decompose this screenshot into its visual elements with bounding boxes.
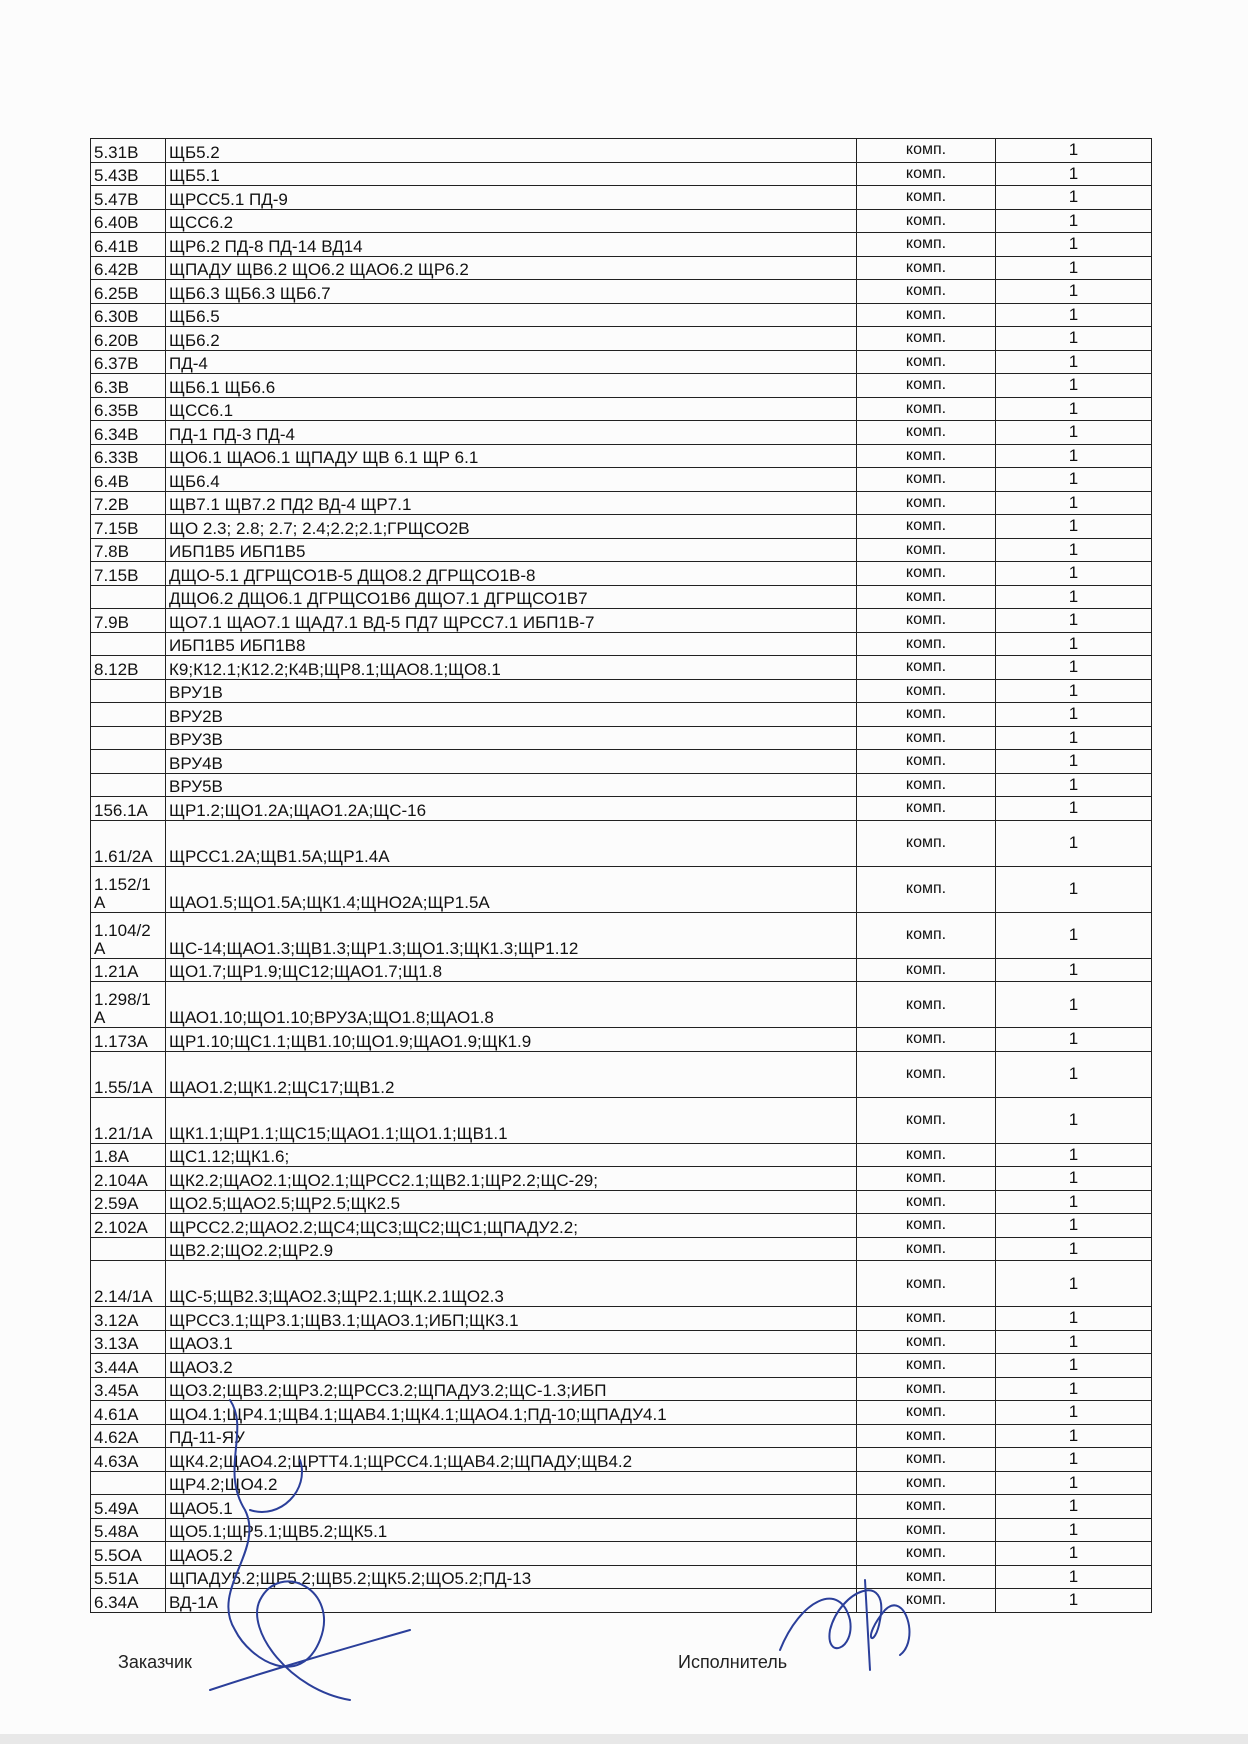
row-name: ЩК2.2;ЩАО2.1;ЩО2.1;ЩРСС2.1;ЩВ2.1;ЩР2.2;ЩС-29;: [166, 1167, 857, 1191]
row-name: ЩР1.10;ЩС1.1;ЩВ1.10;ЩО1.9;ЩАО1.9;ЩК1.9: [166, 1028, 857, 1052]
table-row: [91, 327, 1152, 351]
row-unit: комп.: [857, 538, 996, 562]
row-name: ЩО4.1;ЩР4.1;ЩВ4.1;ЩАВ4.1;ЩК4.1;ЩАО4.1;ПД-10;ЩПАДУ4.1: [166, 1401, 857, 1425]
row-code: 2.59А: [91, 1190, 166, 1214]
row-code: [91, 726, 166, 750]
row-qty: 1: [996, 1589, 1152, 1613]
row-code: 2.102А: [91, 1214, 166, 1238]
row-qty: 1: [996, 1330, 1152, 1354]
row-code: 5.48А: [91, 1518, 166, 1542]
row-code: 1.21/1А: [91, 1097, 166, 1143]
table-row: [91, 233, 1152, 257]
row-qty: 1: [996, 585, 1152, 609]
row-unit: комп.: [857, 1448, 996, 1472]
row-unit: комп.: [857, 468, 996, 492]
row-code: 6.30В: [91, 303, 166, 327]
row-name: ЩПАДУ ЩВ6.2 ЩО6.2 ЩАО6.2 ЩР6.2: [166, 256, 857, 280]
row-code: 2.14/1А: [91, 1261, 166, 1307]
row-name: ДЩО6.2 ДЩО6.1 ДГРЩСО1В6 ДЩО7.1 ДГРЩСО1В7: [166, 585, 857, 609]
row-qty: 1: [996, 1307, 1152, 1331]
row-unit: комп.: [857, 397, 996, 421]
table-row: [91, 421, 1152, 445]
row-name: ЩБ6.3 ЩБ6.3 ЩБ6.7: [166, 280, 857, 304]
row-code: 7.8В: [91, 538, 166, 562]
row-qty: 1: [996, 1190, 1152, 1214]
row-unit: комп.: [857, 139, 996, 163]
row-qty: 1: [996, 350, 1152, 374]
table-row: [91, 585, 1152, 609]
row-unit: комп.: [857, 162, 996, 186]
row-code: [91, 632, 166, 656]
table-row: [91, 256, 1152, 280]
row-unit: комп.: [857, 1542, 996, 1566]
row-code: 8.12В: [91, 656, 166, 680]
row-code: [91, 703, 166, 727]
row-name: ЩО2.5;ЩАО2.5;ЩР2.5;ЩК2.5: [166, 1190, 857, 1214]
row-unit: комп.: [857, 256, 996, 280]
table-row: [91, 632, 1152, 656]
row-unit: комп.: [857, 912, 996, 958]
row-unit: комп.: [857, 1028, 996, 1052]
table-row: [91, 209, 1152, 233]
row-code: 6.4В: [91, 468, 166, 492]
row-code: 6.25В: [91, 280, 166, 304]
table-row: [91, 468, 1152, 492]
row-qty: 1: [996, 139, 1152, 163]
row-code: 1.152/1А: [91, 866, 166, 912]
table-row: [91, 162, 1152, 186]
row-unit: комп.: [857, 421, 996, 445]
row-name: ЩО1.7;ЩР1.9;ЩС12;ЩАО1.7;Щ1.8: [166, 958, 857, 982]
row-qty: 1: [996, 726, 1152, 750]
row-unit: комп.: [857, 1471, 996, 1495]
row-unit: комп.: [857, 562, 996, 586]
row-unit: комп.: [857, 233, 996, 257]
row-code: 3.13А: [91, 1330, 166, 1354]
row-qty: 1: [996, 233, 1152, 257]
row-name: ЩРСС5.1 ПД-9: [166, 186, 857, 210]
table-row: [91, 374, 1152, 398]
row-name: ЩБ5.1: [166, 162, 857, 186]
table-row: [91, 280, 1152, 304]
row-name: ЩК1.1;ЩР1.1;ЩС15;ЩАО1.1;ЩО1.1;ЩВ1.1: [166, 1097, 857, 1143]
row-unit: комп.: [857, 1261, 996, 1307]
row-name: ЩС-5;ЩВ2.3;ЩАО2.3;ЩР2.1;ЩК.2.1ЩО2.3: [166, 1261, 857, 1307]
row-qty: 1: [996, 958, 1152, 982]
row-code: 6.20В: [91, 327, 166, 351]
table-row: [91, 1424, 1152, 1448]
row-code: 1.61/2А: [91, 820, 166, 866]
table-row: [91, 1028, 1152, 1052]
row-qty: 1: [996, 538, 1152, 562]
row-code: 3.12А: [91, 1307, 166, 1331]
row-qty: 1: [996, 1424, 1152, 1448]
row-unit: комп.: [857, 209, 996, 233]
row-unit: комп.: [857, 327, 996, 351]
row-unit: комп.: [857, 726, 996, 750]
row-unit: комп.: [857, 491, 996, 515]
specification-table: [90, 138, 1152, 1613]
table-row: [91, 515, 1152, 539]
row-code: 6.40В: [91, 209, 166, 233]
row-qty: 1: [996, 820, 1152, 866]
row-qty: 1: [996, 632, 1152, 656]
table-row: [91, 1167, 1152, 1191]
row-qty: 1: [996, 866, 1152, 912]
row-unit: комп.: [857, 1354, 996, 1378]
row-name: ЩС1.12;ЩК1.6;: [166, 1143, 857, 1167]
row-name: ВРУ3В: [166, 726, 857, 750]
row-code: 1.298/1А: [91, 982, 166, 1028]
table-row: [91, 820, 1152, 866]
row-unit: комп.: [857, 750, 996, 774]
row-qty: 1: [996, 656, 1152, 680]
row-name: ЩО5.1;ЩР5.1;ЩВ5.2;ЩК5.1: [166, 1518, 857, 1542]
row-name: ЩАО3.2: [166, 1354, 857, 1378]
row-qty: 1: [996, 327, 1152, 351]
row-name: К9;К12.1;К12.2;К4В;ЩР8.1;ЩАО8.1;ЩО8.1: [166, 656, 857, 680]
row-name: ЩБ6.5: [166, 303, 857, 327]
table-row: [91, 958, 1152, 982]
row-qty: 1: [996, 703, 1152, 727]
row-code: 6.37В: [91, 350, 166, 374]
row-code: 6.33В: [91, 444, 166, 468]
row-unit: комп.: [857, 958, 996, 982]
row-unit: комп.: [857, 632, 996, 656]
row-name: ЩСС6.1: [166, 397, 857, 421]
row-qty: 1: [996, 186, 1152, 210]
row-code: 1.104/2А: [91, 912, 166, 958]
row-code: [91, 679, 166, 703]
row-qty: 1: [996, 1542, 1152, 1566]
customer-label: Заказчик: [118, 1652, 192, 1672]
row-qty: 1: [996, 912, 1152, 958]
row-name: ЩАО1.10;ЩО1.10;ВРУ3А;ЩО1.8;ЩАО1.8: [166, 982, 857, 1028]
row-unit: комп.: [857, 866, 996, 912]
row-unit: комп.: [857, 1167, 996, 1191]
row-code: 1.55/1А: [91, 1051, 166, 1097]
row-unit: комп.: [857, 186, 996, 210]
row-code: 7.2В: [91, 491, 166, 515]
table-row: [91, 1097, 1152, 1143]
row-qty: 1: [996, 1028, 1152, 1052]
row-qty: 1: [996, 1518, 1152, 1542]
row-code: 6.41В: [91, 233, 166, 257]
table-row: [91, 1237, 1152, 1261]
row-name: ЩО6.1 ЩАО6.1 ЩПАДУ ЩВ 6.1 ЩР 6.1: [166, 444, 857, 468]
row-name: ЩАО3.1: [166, 1330, 857, 1354]
row-unit: комп.: [857, 1237, 996, 1261]
row-unit: комп.: [857, 1424, 996, 1448]
table-row: [91, 1495, 1152, 1519]
table-row: [91, 1307, 1152, 1331]
row-qty: 1: [996, 1097, 1152, 1143]
table-row: [91, 1330, 1152, 1354]
row-name: ЩВ7.1 ЩВ7.2 ПД2 ВД-4 ЩР7.1: [166, 491, 857, 515]
row-code: 2.104А: [91, 1167, 166, 1191]
row-name: ЩАО1.2;ЩК1.2;ЩС17;ЩВ1.2: [166, 1051, 857, 1097]
row-qty: 1: [996, 162, 1152, 186]
row-qty: 1: [996, 1401, 1152, 1425]
table-row: [91, 139, 1152, 163]
row-code: 3.45А: [91, 1377, 166, 1401]
row-code: 6.34А: [91, 1589, 166, 1613]
table-row: [91, 1448, 1152, 1472]
row-unit: комп.: [857, 280, 996, 304]
row-name: ЩР6.2 ПД-8 ПД-14 ВД14: [166, 233, 857, 257]
row-qty: 1: [996, 1051, 1152, 1097]
table-row: [91, 538, 1152, 562]
table-row: [91, 1471, 1152, 1495]
row-qty: 1: [996, 1448, 1152, 1472]
row-qty: 1: [996, 982, 1152, 1028]
row-unit: комп.: [857, 444, 996, 468]
row-name: ЩР1.2;ЩО1.2А;ЩАО1.2А;ЩС-16: [166, 797, 857, 821]
row-qty: 1: [996, 1214, 1152, 1238]
row-code: 5.47В: [91, 186, 166, 210]
table-row: [91, 397, 1152, 421]
row-unit: комп.: [857, 656, 996, 680]
row-unit: комп.: [857, 1518, 996, 1542]
row-qty: 1: [996, 515, 1152, 539]
table-row: [91, 491, 1152, 515]
table-row: [91, 1401, 1152, 1425]
row-qty: 1: [996, 468, 1152, 492]
row-name: ЩПАДУ5.2;ЩР5.2;ЩВ5.2;ЩК5.2;ЩО5.2;ПД-13: [166, 1565, 857, 1589]
row-unit: комп.: [857, 703, 996, 727]
row-code: 5.43В: [91, 162, 166, 186]
row-unit: комп.: [857, 515, 996, 539]
table-row: [91, 350, 1152, 374]
row-code: [91, 773, 166, 797]
row-name: ЩО7.1 ЩАО7.1 ЩАД7.1 ВД-5 ПД7 ЩРСС7.1 ИБП1В-7: [166, 609, 857, 633]
row-code: 1.21А: [91, 958, 166, 982]
row-qty: 1: [996, 374, 1152, 398]
row-code: 5.49А: [91, 1495, 166, 1519]
table-row: [91, 912, 1152, 958]
row-qty: 1: [996, 209, 1152, 233]
row-code: 5.5ОА: [91, 1542, 166, 1566]
row-qty: 1: [996, 491, 1152, 515]
row-unit: комп.: [857, 1565, 996, 1589]
row-code: 7.15В: [91, 515, 166, 539]
row-unit: комп.: [857, 1589, 996, 1613]
row-code: 1.173А: [91, 1028, 166, 1052]
row-code: 3.44А: [91, 1354, 166, 1378]
row-unit: комп.: [857, 679, 996, 703]
row-qty: 1: [996, 1237, 1152, 1261]
table-row: [91, 726, 1152, 750]
row-name: ВРУ5В: [166, 773, 857, 797]
row-unit: комп.: [857, 1190, 996, 1214]
row-code: [91, 1471, 166, 1495]
table-row: [91, 303, 1152, 327]
row-unit: комп.: [857, 982, 996, 1028]
row-qty: 1: [996, 562, 1152, 586]
row-code: 6.35В: [91, 397, 166, 421]
row-name: ПД-4: [166, 350, 857, 374]
row-name: ЩАО1.5;ЩО1.5А;ЩК1.4;ЩНО2А;ЩР1.5А: [166, 866, 857, 912]
row-unit: комп.: [857, 1307, 996, 1331]
table-row: [91, 609, 1152, 633]
row-unit: комп.: [857, 1143, 996, 1167]
row-name: ЩБ5.2: [166, 139, 857, 163]
row-code: 7.15В: [91, 562, 166, 586]
scan-edge: [0, 1734, 1248, 1744]
table-row: [91, 186, 1152, 210]
row-qty: 1: [996, 1261, 1152, 1307]
table-row: [91, 866, 1152, 912]
row-name: ИБП1В5 ИБП1В8: [166, 632, 857, 656]
row-qty: 1: [996, 1565, 1152, 1589]
row-code: 156.1А: [91, 797, 166, 821]
row-qty: 1: [996, 421, 1152, 445]
table-row: [91, 982, 1152, 1028]
row-qty: 1: [996, 1377, 1152, 1401]
row-code: 5.51А: [91, 1565, 166, 1589]
table-row: [91, 656, 1152, 680]
table-row: [91, 1377, 1152, 1401]
table-row: [91, 773, 1152, 797]
table-row: [91, 750, 1152, 774]
row-name: ЩС-14;ЩАО1.3;ЩВ1.3;ЩР1.3;ЩО1.3;ЩК1.3;ЩР1.12: [166, 912, 857, 958]
row-code: 7.9В: [91, 609, 166, 633]
row-code: 6.34В: [91, 421, 166, 445]
row-unit: комп.: [857, 1097, 996, 1143]
row-name: ЩСС6.2: [166, 209, 857, 233]
row-name: ИБП1В5 ИБП1В5: [166, 538, 857, 562]
row-unit: комп.: [857, 303, 996, 327]
row-name: ЩО3.2;ЩВ3.2;ЩР3.2;ЩРСС3.2;ЩПАДУ3.2;ЩС-1.3;ИБП: [166, 1377, 857, 1401]
row-qty: 1: [996, 444, 1152, 468]
table-row: [91, 1143, 1152, 1167]
row-code: 4.61А: [91, 1401, 166, 1425]
table-row: [91, 1589, 1152, 1613]
row-unit: комп.: [857, 1214, 996, 1238]
row-qty: 1: [996, 303, 1152, 327]
row-qty: 1: [996, 1167, 1152, 1191]
row-name: ВРУ2В: [166, 703, 857, 727]
table-row: [91, 1565, 1152, 1589]
row-qty: 1: [996, 280, 1152, 304]
row-code: 6.42В: [91, 256, 166, 280]
row-unit: комп.: [857, 1401, 996, 1425]
row-name: ВД-1А: [166, 1589, 857, 1613]
table-row: [91, 703, 1152, 727]
row-unit: комп.: [857, 1377, 996, 1401]
row-name: ПД-1 ПД-3 ПД-4: [166, 421, 857, 445]
row-code: [91, 1237, 166, 1261]
row-qty: 1: [996, 609, 1152, 633]
row-unit: комп.: [857, 773, 996, 797]
row-code: [91, 750, 166, 774]
row-unit: комп.: [857, 350, 996, 374]
row-code: 4.63А: [91, 1448, 166, 1472]
row-code: [91, 585, 166, 609]
row-qty: 1: [996, 1495, 1152, 1519]
row-name: ЩВ2.2;ЩО2.2;ЩР2.9: [166, 1237, 857, 1261]
row-name: ЩРСС3.1;ЩР3.1;ЩВ3.1;ЩАО3.1;ИБП;ЩК3.1: [166, 1307, 857, 1331]
row-qty: 1: [996, 256, 1152, 280]
table-row: [91, 1214, 1152, 1238]
table-row: [91, 1354, 1152, 1378]
row-name: ВРУ4В: [166, 750, 857, 774]
row-qty: 1: [996, 750, 1152, 774]
table-row: [91, 1261, 1152, 1307]
specification-rows: [91, 139, 1152, 1613]
row-unit: комп.: [857, 797, 996, 821]
row-qty: 1: [996, 1354, 1152, 1378]
row-unit: комп.: [857, 820, 996, 866]
row-unit: комп.: [857, 1495, 996, 1519]
row-code: 4.62А: [91, 1424, 166, 1448]
row-qty: 1: [996, 1471, 1152, 1495]
row-name: ЩК4.2;ЩАО4.2;ЩРТТ4.1;ЩРСС4.1;ЩАВ4.2;ЩПАДУ;ЩВ4.2: [166, 1448, 857, 1472]
row-name: ЩРСС1.2А;ЩВ1.5А;ЩР1.4А: [166, 820, 857, 866]
row-name: ВРУ1В: [166, 679, 857, 703]
table-row: [91, 444, 1152, 468]
row-unit: комп.: [857, 1330, 996, 1354]
row-name: ЩР4.2;ЩО4.2: [166, 1471, 857, 1495]
contractor-label: Исполнитель: [678, 1652, 788, 1672]
table-row: [91, 562, 1152, 586]
row-code: 5.31В: [91, 139, 166, 163]
table-row: [91, 1542, 1152, 1566]
row-qty: 1: [996, 1143, 1152, 1167]
row-code: 6.3В: [91, 374, 166, 398]
row-name: ЩАО5.2: [166, 1542, 857, 1566]
row-qty: 1: [996, 773, 1152, 797]
row-unit: комп.: [857, 1051, 996, 1097]
table-row: [91, 1190, 1152, 1214]
row-qty: 1: [996, 797, 1152, 821]
row-unit: комп.: [857, 609, 996, 633]
row-name: ЩБ6.2: [166, 327, 857, 351]
row-code: 1.8А: [91, 1143, 166, 1167]
row-name: ЩБ6.1 ЩБ6.6: [166, 374, 857, 398]
row-name: ЩБ6.4: [166, 468, 857, 492]
table-row: [91, 1051, 1152, 1097]
row-name: ДЩО-5.1 ДГРЩСО1В-5 ДЩО8.2 ДГРЩСО1В-8: [166, 562, 857, 586]
table-row: [91, 679, 1152, 703]
row-name: ЩРСС2.2;ЩАО2.2;ЩС4;ЩС3;ЩС2;ЩС1;ЩПАДУ2.2;: [166, 1214, 857, 1238]
row-unit: комп.: [857, 374, 996, 398]
row-qty: 1: [996, 397, 1152, 421]
row-name: ЩО 2.3; 2.8; 2.7; 2.4;2.2;2.1;ГРЩСО2В: [166, 515, 857, 539]
table-row: [91, 1518, 1152, 1542]
row-qty: 1: [996, 679, 1152, 703]
table-row: [91, 797, 1152, 821]
row-name: ПД-11-ЯУ: [166, 1424, 857, 1448]
row-name: ЩАО5.1: [166, 1495, 857, 1519]
row-unit: комп.: [857, 585, 996, 609]
